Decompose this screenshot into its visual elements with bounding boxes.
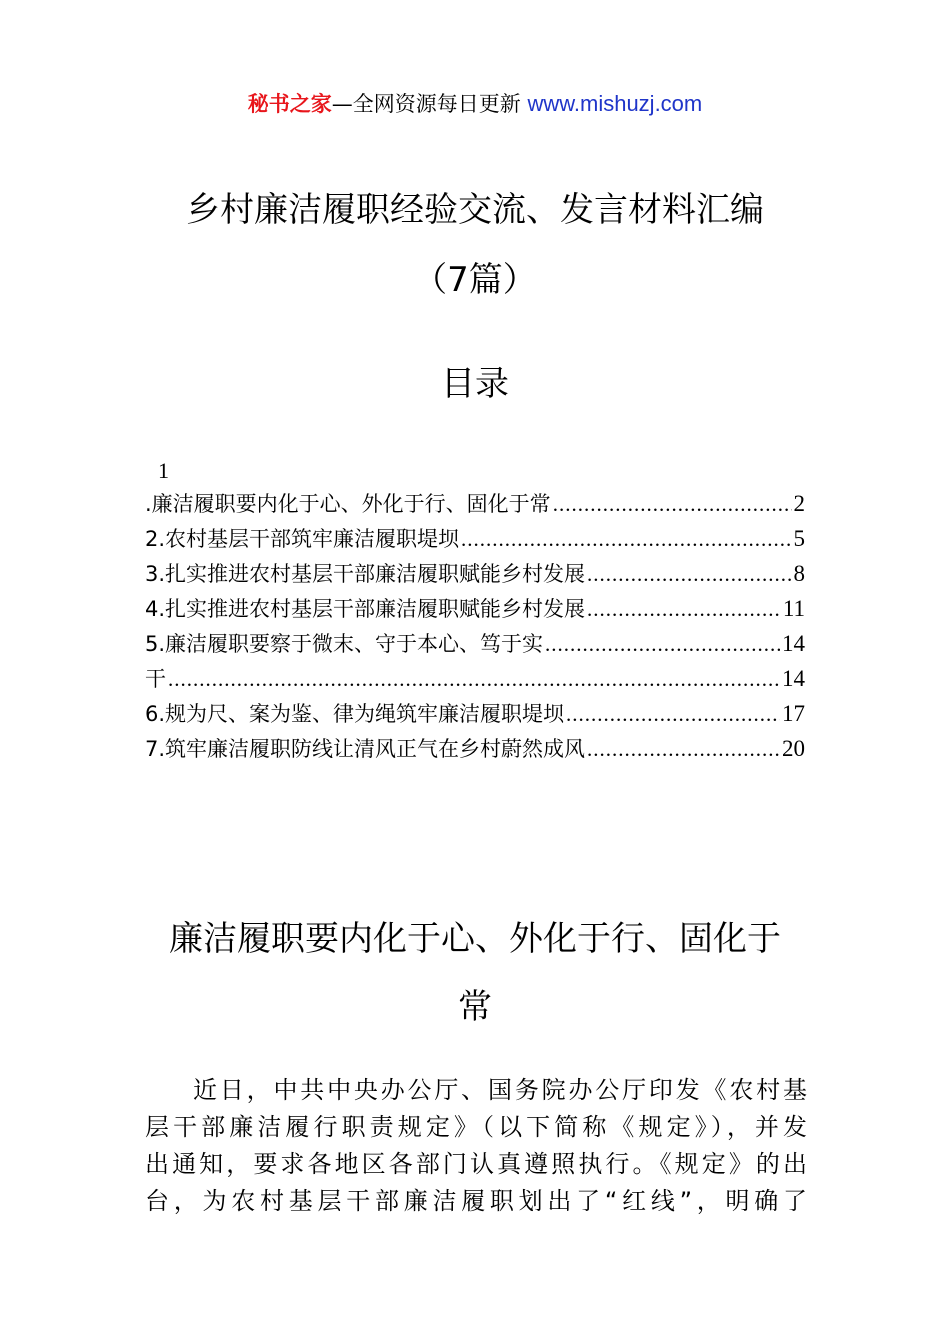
toc-item-title: 干 — [145, 667, 166, 691]
toc-item-page: 8 — [793, 561, 805, 586]
toc-item-page: 2 — [793, 491, 805, 516]
toc-leader — [168, 662, 780, 696]
toc-item[interactable] — [145, 591, 805, 626]
toc-item-title: .廉洁履职要内化于心、外化于行、固化于常 — [145, 492, 551, 516]
toc-item-title: 7.筑牢廉洁履职防线让清风正气在乡村蔚然成风 — [145, 737, 586, 761]
toc-item[interactable] — [145, 556, 805, 591]
toc-item[interactable] — [145, 626, 805, 661]
toc-first-number: 1 — [158, 458, 169, 483]
article-paragraph — [145, 1072, 807, 1220]
toc-leader — [545, 627, 780, 661]
toc-heading: 目录 — [441, 364, 509, 404]
document-title: 乡村廉洁履职经验交流、发言材料汇编 — [186, 190, 764, 230]
toc-leader — [587, 557, 791, 591]
toc-leader — [587, 592, 781, 626]
toc-item-page: 5 — [793, 526, 805, 551]
paragraph-line: 出通知，要求各地区各部门认真遵照执行。《规定》的出 — [145, 1150, 807, 1178]
header-separator: — — [331, 92, 353, 116]
toc-item-page: 14 — [782, 666, 805, 691]
toc-item-title: 2.农村基层干部筑牢廉洁履职堤坝 — [145, 527, 460, 551]
toc-item-page: 11 — [782, 596, 805, 621]
document-subtitle: （7篇） — [413, 260, 537, 300]
toc-item[interactable] — [145, 486, 805, 521]
toc-leader — [553, 487, 792, 521]
brand-name: 秘书之家 — [247, 92, 332, 116]
toc-item-page: 17 — [782, 701, 805, 726]
toc-leader — [587, 732, 780, 766]
paragraph-line: 层干部廉洁履行职责规定》（以下简称《规定》），并发 — [145, 1113, 807, 1141]
toc-leader — [461, 522, 791, 556]
header-tagline: 全网资源每日更新 — [352, 92, 528, 116]
table-of-contents — [145, 486, 805, 766]
toc-item-page: 14 — [782, 631, 805, 656]
paragraph-line: 台，为农村基层干部廉洁履职划出了“红线”，明确了 — [145, 1187, 807, 1215]
toc-item[interactable] — [145, 661, 805, 696]
site-url-link[interactable]: www.mishuzj.com — [527, 91, 703, 116]
article-title-continued: 常 — [458, 987, 492, 1027]
toc-item-title: 3.扎实推进农村基层干部廉洁履职赋能乡村发展 — [145, 562, 586, 586]
toc-item-title: 4.扎实推进农村基层干部廉洁履职赋能乡村发展 — [145, 597, 586, 621]
toc-item[interactable] — [145, 696, 805, 731]
toc-item[interactable] — [145, 731, 805, 766]
toc-item-title: 6.规为尺、案为鉴、律为绳筑牢廉洁履职堤坝 — [145, 702, 565, 726]
toc-item[interactable] — [145, 521, 805, 556]
toc-leader — [566, 697, 780, 731]
toc-item-title: 5.廉洁履职要察于微末、守于本心、笃于实 — [145, 632, 544, 656]
site-header — [0, 88, 950, 120]
toc-item-page: 20 — [782, 736, 805, 761]
article-title: 廉洁履职要内化于心、外化于行、固化于 — [169, 919, 781, 959]
paragraph-line: 近日，中共中央办公厅、国务院办公厅印发《农村基 — [193, 1076, 807, 1104]
